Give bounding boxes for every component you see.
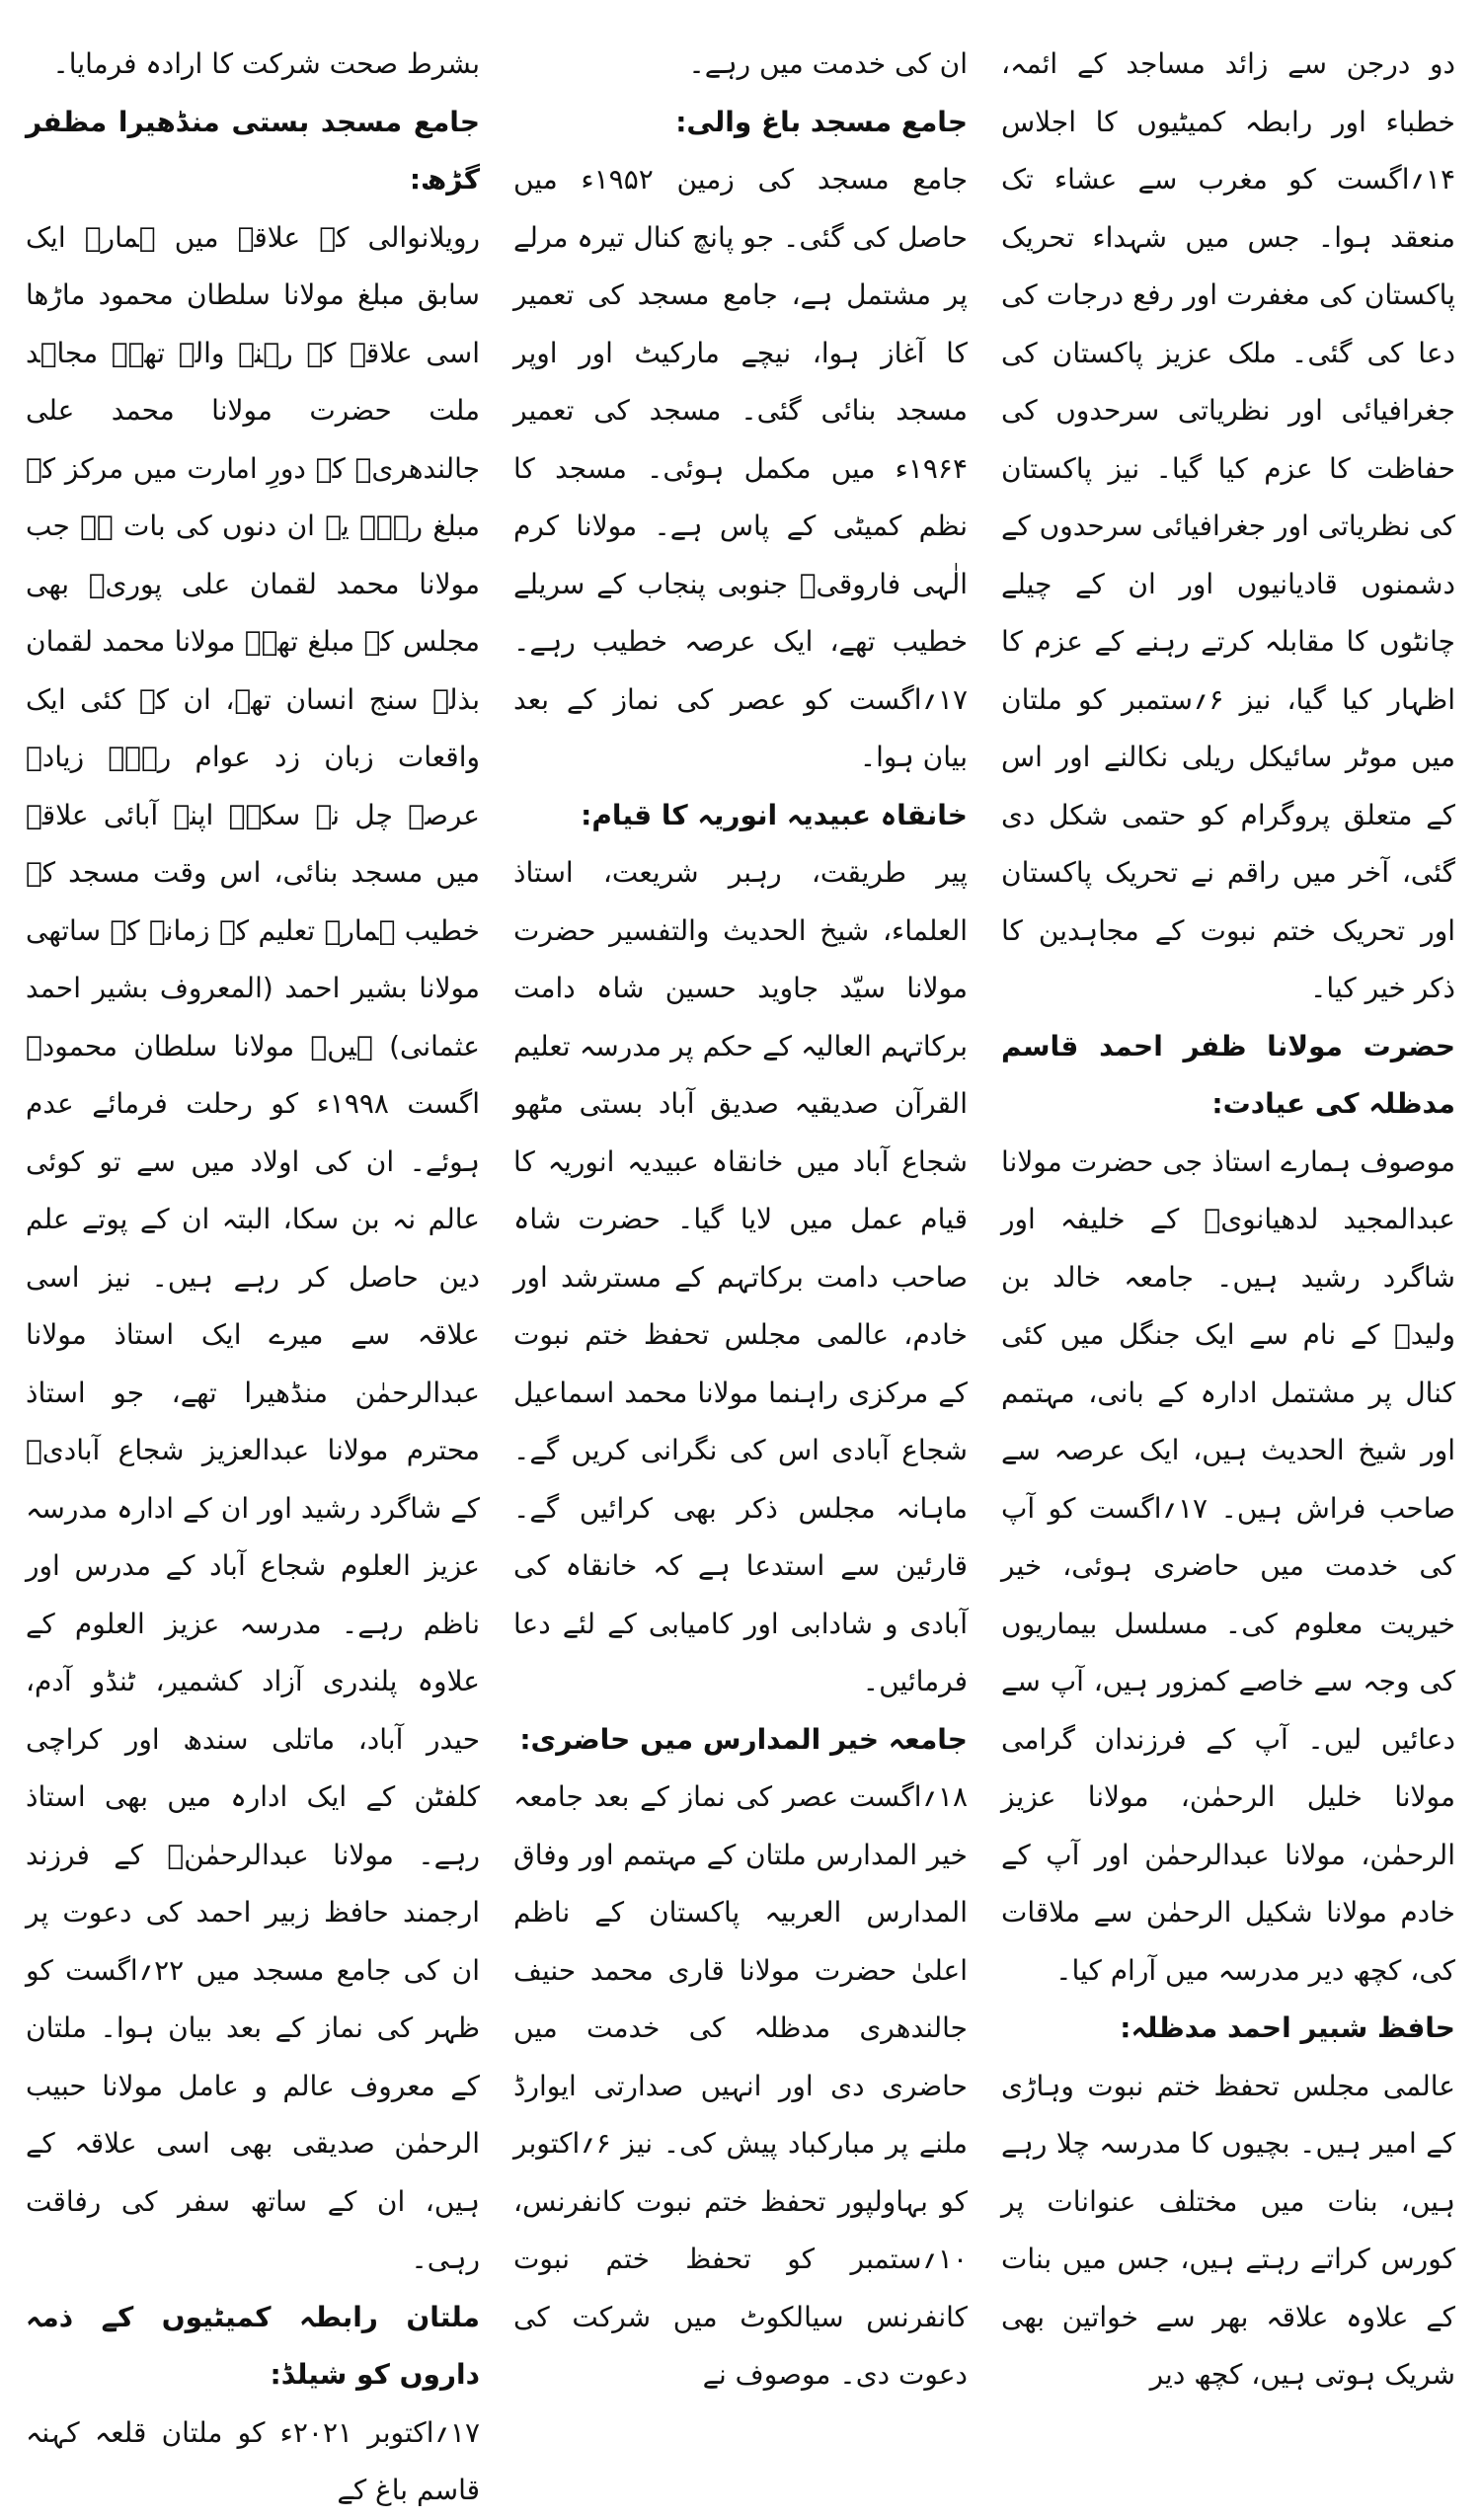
section-heading: خانقاہ عبیدیہ انوریہ کا قیام: xyxy=(581,798,968,831)
section-heading: جامع مسجد باغ والی: xyxy=(675,105,968,138)
paragraph: ۱۸؍اگست عصر کی نماز کے بعد جامعہ خیر المدارس ملتان کے مہتمم اور وفاق المدارس العربیہ پاکستان کے ناظم اعلیٰ حضرت مولانا قاری محمد حنیف جالندھری مدظلہ کی خدمت میں حاضری دی اور انہیں صدارتی ایوارڈ ملنے پر مبارکباد پیش کی۔ نیز ۶؍اکتوبر کو بہاولپور تحفظ ختم نبوت کانفرنس، ۱۰؍ستمبر کو تحفظ ختم نبوت کانفرنس سیالکوٹ میں شرکت کی دعوت دی۔ موصوف نے xyxy=(513,1780,968,2391)
column-left xyxy=(26,36,481,2506)
section-heading: جامعہ خیر المدارس میں حاضری: xyxy=(519,1722,968,1756)
paragraph: موصوف ہمارے استاذ جی حضرت مولانا عبدالمجید لدھیانویؒ کے خلیفہ اور شاگرد رشید ہیں۔ جامعہ خالد بن ولیدؓ کے نام سے ایک جنگل میں کئی کنال پر مشتمل ادارہ کے بانی، مہتمم اور شیخ الحدیث ہیں، ایک عرصہ سے صاحب فراش ہیں۔ ۱۷؍اگست کو آپ کی خدمت میں حاضری ہوئی، خیر خیریت معلوم کی۔ مسلسل بیماریوں کی وجہ سے خاصے کمزور ہیں، آپ سے دعائیں لیں۔ آپ کے فرزندان گرامی مولانا خلیل الرحمٰن، مولانا عزیز الرحمٰن، مولانا عبدالرحمٰن اور آپ کے خادم مولانا شکیل الرحمٰن سے ملاقات کی، کچھ دیر مدرسہ میں آرام کیا۔ xyxy=(1001,1144,1455,1987)
paragraph: ۱۷؍اکتوبر ۲۰۲۱ء کو ملتان قلعہ کہنہ قاسم باغ کے xyxy=(26,2415,480,2506)
section-heading: جامع مسجد بستی منڈھیرا مظفر گڑھ: xyxy=(26,105,480,196)
column-right xyxy=(1001,36,1456,2391)
paragraph: دو درجن سے زائد مساجد کے ائمہ، خطباء اور رابطہ کمیٹیوں کا اجلاس ۱۴؍اگست کو مغرب سے عشاء تک منعقد ہوا۔ جس میں شہداء تحریک پاکستان کی مغفرت اور رفع درجات کی دعا کی گئی۔ ملک عزیز پاکستان کی جغرافیائی اور نظریاتی سرحدوں کی حفاظت کا عزم کیا گیا۔ نیز پاکستان کی نظریاتی اور جغرافیائی سرحدوں کے دشمنوں قادیانیوں اور ان کے چیلے چانٹوں کا مقابلہ کرتے رہنے کے عزم کا اظہار کیا گیا، نیز ۶؍ستمبر کو ملتان میں موٹر سائیکل ریلی نکالنے اور اس کے متعلق پروگرام کو حتمی شکل دی گئی، آخر میں راقم نے تحریک پاکستان اور تحریک ختم نبوت کے مجاہدین کا ذکر خیر کیا۔ xyxy=(1001,47,1456,1004)
paragraph: پیر طریقت، رہبر شریعت، استاذ العلماء، شیخ الحدیث والتفسیر حضرت مولانا سیّد جاوید حسین شاہ دامت برکاتہم العالیہ کے حکم پر مدرسہ تعلیم القرآن صدیقیہ صدیق آباد بستی مٹھو شجاع آباد میں خانقاہ عبیدیہ انوریہ کا قیام عمل میں لایا گیا۔ حضرت شاہ صاحب دامت برکاتہم کے مسترشد اور خادم، عالمی مجلس تحفظ ختم نبوت کے مرکزی راہنما مولانا محمد اسماعیل شجاع آبادی اس کی نگرانی کریں گے۔ ماہانہ مجلس ذکر بھی کرائیں گے۔ قارئین سے استدعا ہے کہ خانقاہ کی آبادی و شادابی اور کامیابی کے لئے دعا فرمائیں۔ xyxy=(513,856,968,1697)
paragraph: رویلانوالی کے علاقہ میں ہمارے ایک سابق مبلغ مولانا سلطان محمود ماڑھا اسی علاقہ کے رہنے والے تھے۔ مجاہد ملت حضرت مولانا محمد علی جالندھریؒ کے دورِ امارت میں مرکز کے مبلغ رہے۔ یہ ان دنوں کی بات ہے جب مولانا محمد لقمان علی پوریؒ بھی مجلس کے مبلغ تھے۔ مولانا محمد لقمان بذلہ سنج انسان تھے، ان کے کئی ایک واقعات زبان زد عوام رہے۔ زیادہ عرصہ چل نہ سکے۔ اپنے آبائی علاقہ میں مسجد بنائی، اس وقت مسجد کے خطیب ہمارے تعلیم کے زمانہ کے ساتھی مولانا بشیر احمد (المعروف بشیر احمد عثمانی) ہیں۔ مولانا سلطان محمودؒ اگست ۱۹۹۸ء کو رحلت فرمائے عدم ہوئے۔ ان کی اولاد میں سے تو کوئی عالم نہ بن سکا، البتہ ان کے پوتے علم دین حاصل کر رہے ہیں۔ نیز اسی علاقہ سے میرے ایک استاذ مولانا عبدالرحمٰن منڈھیرا تھے، جو استاذ محترم مولانا عبدالعزیز شجاع آبادیؒ کے شاگرد رشید اور ان کے ادارہ مدرسہ عزیز العلوم شجاع آباد کے مدرس اور ناظم رہے۔ مدرسہ عزیز العلوم کے علاوہ پلندری آزاد کشمیر، ٹنڈو آدم، حیدر آباد، ماتلی سندھ اور کراچی کلفٹن کے ایک ادارہ میں بھی استاذ رہے۔ مولانا عبدالرحمٰنؒ کے فرزند ارجمند حافظ زبیر احمد کی دعوت پر ان کی جامع مسجد میں ۲۲؍اگست کو ظہر کی نماز کے بعد بیان ہوا۔ ملتان کے معروف عالم و عامل مولانا حبیب الرحمٰن صدیقی بھی اسی علاقہ کے ہیں، ان کے ساتھ سفر کی رفاقت رہی۔ xyxy=(26,220,481,2275)
column-middle xyxy=(513,36,968,2391)
section-heading: حافظ شبیر احمد مدظلہ: xyxy=(1120,2011,1455,2044)
paragraph: بشرط صحت شرکت کا ارادہ فرمایا۔ xyxy=(52,47,480,80)
paragraph: عالمی مجلس تحفظ ختم نبوت وہاڑی کے امیر ہیں۔ بچیوں کا مدرسہ چلا رہے ہیں، بنات میں مختلف عنوانات پر کورس کراتے رہتے ہیں، جس میں بنات کے علاوہ علاقہ بھر سے خواتین بھی شریک ہوتی ہیں، کچھ دیر xyxy=(1001,2069,1455,2391)
paragraph: جامع مسجد کی زمین ۱۹۵۲ء میں حاصل کی گئی۔ جو پانچ کنال تیرہ مرلے پر مشتمل ہے، جامع مسجد کی تعمیر کا آغاز ہوا، نیچے مارکیٹ اور اوپر مسجد بنائی گئی۔ مسجد کی تعمیر ۱۹۶۴ء میں مکمل ہوئی۔ مسجد کا نظم کمیٹی کے پاس ہے۔ مولانا کرم الٰہی فاروقیؒ جنوبی پنجاب کے سریلے خطیب تھے، ایک عرصہ خطیب رہے۔ ۱۷؍اگست کو عصر کی نماز کے بعد بیان ہوا۔ xyxy=(513,163,968,773)
section-heading: ملتان رابطہ کمیٹیوں کے ذمہ داروں کو شیلڈ: xyxy=(26,2300,480,2391)
section-heading: حضرت مولانا ظفر احمد قاسم مدظلہ کی عیادت: xyxy=(1001,1029,1455,1120)
paragraph: ان کی خدمت میں رہے۔ xyxy=(688,47,968,80)
